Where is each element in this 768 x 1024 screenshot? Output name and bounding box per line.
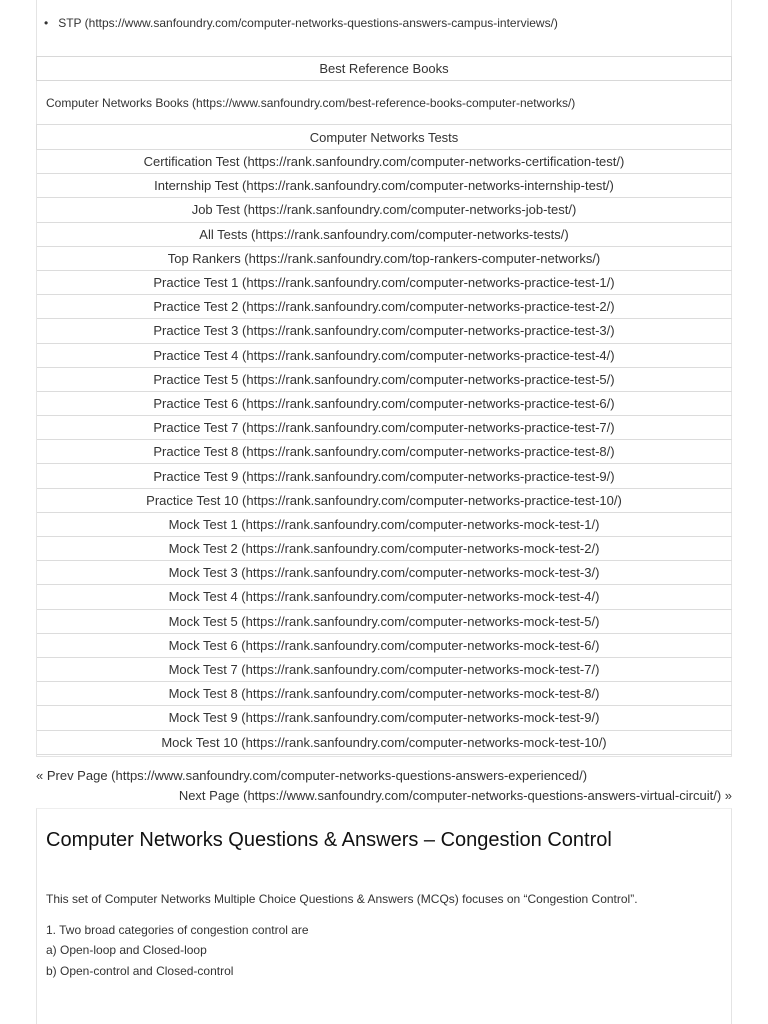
tests-table-row <box>37 391 732 415</box>
test-link[interactable]: Practice Test 6 (https://rank.sanfoundry.com/computer-networks-practice-test-6/) <box>37 391 732 415</box>
test-link[interactable]: Mock Test 1 (https://rank.sanfoundry.com/computer-networks-mock-test-1/) <box>37 512 732 536</box>
tests-table-row <box>37 198 732 222</box>
test-link[interactable]: Certification Test (https://rank.sanfoundry.com/computer-networks-certification-test/) <box>37 150 732 174</box>
test-link[interactable]: Mock Test 4 (https://rank.sanfoundry.com/computer-networks-mock-test-4/) <box>37 585 732 609</box>
tests-table-row <box>37 561 732 585</box>
article-title: Computer Networks Questions & Answers – Congestion Control <box>46 829 612 851</box>
tests-table-row <box>37 488 732 512</box>
tests-table-row <box>37 246 732 270</box>
tests-table-row <box>37 319 732 343</box>
tests-table-row <box>37 270 732 294</box>
test-link[interactable]: Internship Test (https://rank.sanfoundry.com/computer-networks-internship-test/) <box>37 174 732 198</box>
test-link[interactable]: Practice Test 1 (https://rank.sanfoundry.com/computer-networks-practice-test-1/) <box>37 270 732 294</box>
test-link[interactable]: Practice Test 3 (https://rank.sanfoundry.com/computer-networks-practice-test-3/) <box>37 319 732 343</box>
computer-networks-tests-table <box>36 124 732 755</box>
tests-table-row <box>37 657 732 681</box>
test-link[interactable]: Mock Test 3 (https://rank.sanfoundry.com/computer-networks-mock-test-3/) <box>37 561 732 585</box>
tests-table-row <box>37 512 732 536</box>
test-link[interactable]: Job Test (https://rank.sanfoundry.com/computer-networks-job-test/) <box>37 198 732 222</box>
tests-table-row <box>37 174 732 198</box>
tests-table-row <box>37 295 732 319</box>
test-link[interactable]: Practice Test 4 (https://rank.sanfoundry.com/computer-networks-practice-test-4/) <box>37 343 732 367</box>
question-text: 1. Two broad categories of congestion control are <box>46 923 309 937</box>
test-link[interactable]: Practice Test 7 (https://rank.sanfoundry.com/computer-networks-practice-test-7/) <box>37 416 732 440</box>
test-link[interactable]: Mock Test 10 (https://rank.sanfoundry.com/computer-networks-mock-test-10/) <box>37 730 732 754</box>
tests-table-row <box>37 367 732 391</box>
test-link[interactable]: Mock Test 9 (https://rank.sanfoundry.com/computer-networks-mock-test-9/) <box>37 706 732 730</box>
tests-table-row <box>37 222 732 246</box>
stp-list-item[interactable] <box>44 16 558 30</box>
tests-table-row <box>37 416 732 440</box>
test-link[interactable]: Mock Test 8 (https://rank.sanfoundry.com/computer-networks-mock-test-8/) <box>37 682 732 706</box>
test-link[interactable]: Mock Test 2 (https://rank.sanfoundry.com/computer-networks-mock-test-2/) <box>37 537 732 561</box>
tests-table-row <box>37 609 732 633</box>
option-a: a) Open-loop and Closed-loop <box>46 943 207 957</box>
bullet-icon: • <box>44 16 49 30</box>
computer-networks-books-link[interactable]: Computer Networks Books (https://www.sanfoundry.com/best-reference-books-computer-networks/) <box>46 96 576 110</box>
test-link[interactable]: Practice Test 2 (https://rank.sanfoundry.com/computer-networks-practice-test-2/) <box>37 295 732 319</box>
article-intro: This set of Computer Networks Multiple Choice Questions & Answers (MCQs) focuses on “Congestion Control”. <box>46 892 638 906</box>
prev-page-link[interactable]: « Prev Page (https://www.sanfoundry.com/computer-networks-questions-answers-experienced/) <box>36 768 588 783</box>
test-link[interactable]: Mock Test 6 (https://rank.sanfoundry.com/computer-networks-mock-test-6/) <box>37 633 732 657</box>
tests-table-row <box>37 730 732 754</box>
tests-table-row <box>37 682 732 706</box>
tests-table-header-row <box>37 125 732 150</box>
test-link[interactable]: Top Rankers (https://rank.sanfoundry.com/top-rankers-computer-networks/) <box>37 246 732 270</box>
option-b: b) Open-control and Closed-control <box>46 964 234 978</box>
tests-table-row <box>37 464 732 488</box>
tests-table-row <box>37 150 732 174</box>
test-link[interactable]: Mock Test 5 (https://rank.sanfoundry.com/computer-networks-mock-test-5/) <box>37 609 732 633</box>
test-link[interactable]: Mock Test 7 (https://rank.sanfoundry.com/computer-networks-mock-test-7/) <box>37 657 732 681</box>
tests-table-heading: Computer Networks Tests <box>37 125 732 150</box>
tests-table-row <box>37 706 732 730</box>
best-reference-books-heading: Best Reference Books <box>36 56 732 81</box>
test-link[interactable]: Practice Test 9 (https://rank.sanfoundry.com/computer-networks-practice-test-9/) <box>37 464 732 488</box>
test-link[interactable]: Practice Test 5 (https://rank.sanfoundry.com/computer-networks-practice-test-5/) <box>37 367 732 391</box>
tests-table-row <box>37 440 732 464</box>
tests-table-row <box>37 633 732 657</box>
tests-table-row <box>37 343 732 367</box>
test-link[interactable]: All Tests (https://rank.sanfoundry.com/computer-networks-tests/) <box>37 222 732 246</box>
next-page-link[interactable]: Next Page (https://www.sanfoundry.com/computer-networks-questions-answers-virtual-circuit/) » <box>178 788 732 803</box>
test-link[interactable]: Practice Test 10 (https://rank.sanfoundry.com/computer-networks-practice-test-10/) <box>37 488 732 512</box>
stp-link[interactable]: STP (https://www.sanfoundry.com/computer-networks-questions-answers-campus-interviews/) <box>58 16 558 30</box>
test-link[interactable]: Practice Test 8 (https://rank.sanfoundry.com/computer-networks-practice-test-8/) <box>37 440 732 464</box>
tests-table-row <box>37 537 732 561</box>
tests-table-row <box>37 585 732 609</box>
